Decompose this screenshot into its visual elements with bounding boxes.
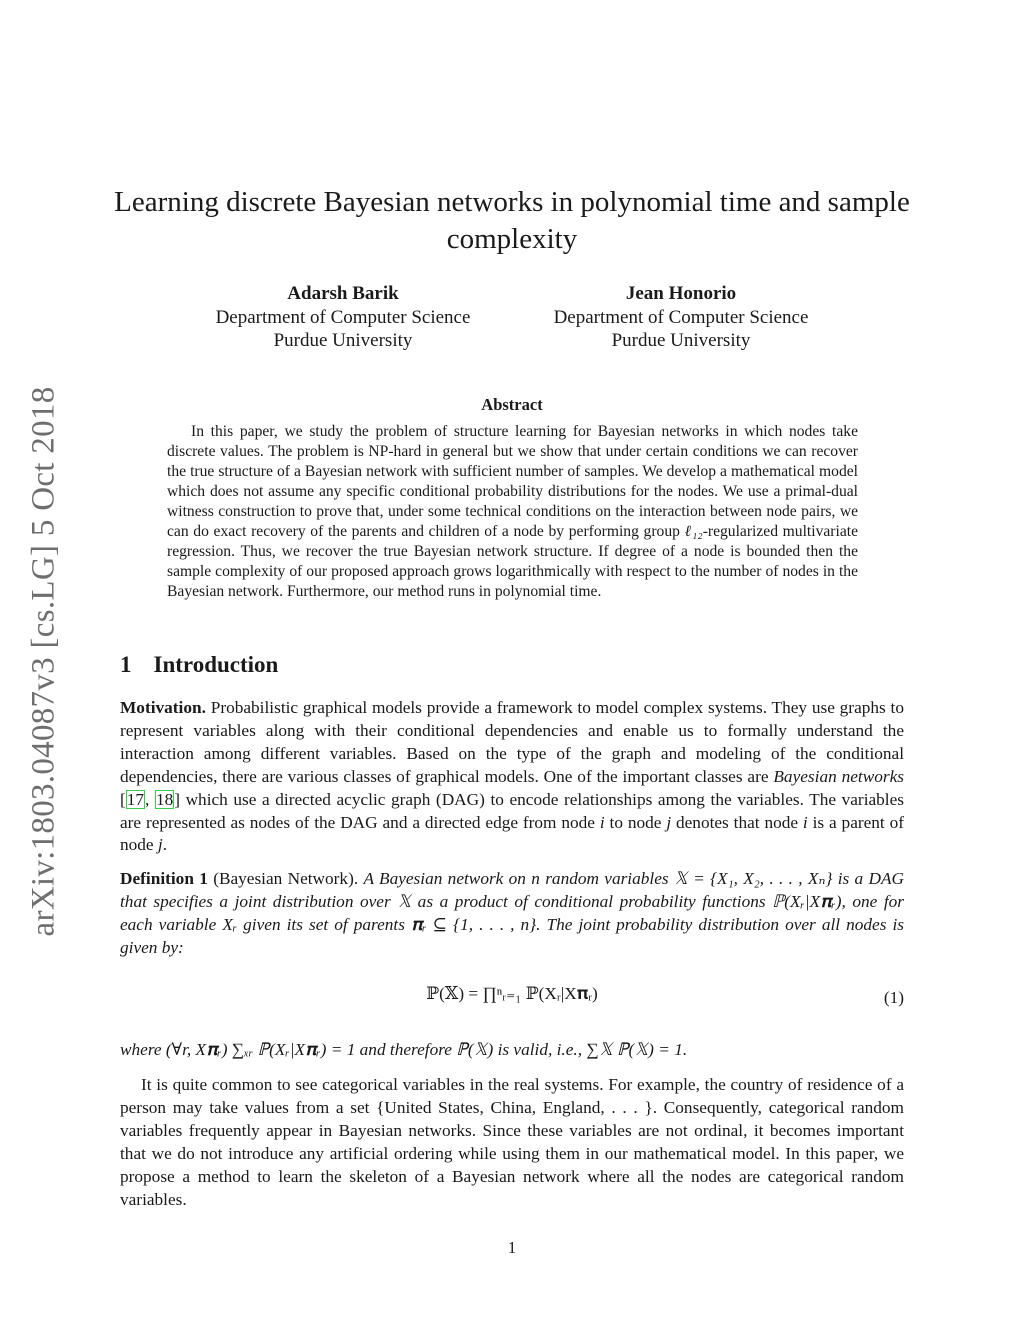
text-run: . The joint probability distribution over all nodes is given by: <box>120 914 905 957</box>
math-expr: ℙ(Xᵣ|X𝛑ᵣ) <box>772 891 842 911</box>
text-run: given its set of parents <box>237 914 411 934</box>
math-var: j <box>157 835 163 855</box>
abstract-heading: Abstract <box>481 395 543 414</box>
author-block-2 <box>516 282 846 353</box>
text-run: [ <box>120 789 126 809</box>
section-title: Introduction <box>153 652 279 677</box>
citation-link-17[interactable]: 17 <box>126 789 145 809</box>
text-run: denotes that node <box>671 812 803 832</box>
author-name: Jean Honorio <box>625 283 737 304</box>
citation-link-18[interactable]: 18 <box>155 789 174 809</box>
runin-heading: Motivation. <box>120 698 206 717</box>
text-run: is valid, i.e., <box>493 1040 587 1059</box>
math-expr: 𝕏 = {X₁, X₂, . . . , Xₙ} <box>673 869 833 888</box>
definition-block <box>120 868 904 960</box>
text-run: ] <box>174 789 180 809</box>
author-university: Purdue University <box>273 330 413 351</box>
math-var: j <box>666 812 672 832</box>
arxiv-identifier: arXiv:1803.04087v3 [cs.LG] 5 Oct 2018 <box>25 385 62 937</box>
text-run: A Bayesian network on n random variables <box>363 869 674 888</box>
text-run: , one for each variable <box>120 891 904 934</box>
equation-formula: ℙ(𝕏) = ∏ⁿᵣ₌₁ ℙ(Xᵣ|X𝛑ᵣ) <box>426 984 598 1003</box>
math-expr: ℙ(𝕏) <box>456 1040 494 1059</box>
page-number: 1 <box>507 1238 517 1257</box>
arxiv-sidebar <box>22 365 66 957</box>
math-var: i <box>599 812 605 832</box>
text-run: . <box>162 835 168 855</box>
paper-title: Learning discrete Bayesian networks in polynomial time and sample complexity <box>114 186 910 255</box>
text-run: is a DAG that specifies a joint distribution over <box>120 869 905 911</box>
math-expr: ∑𝕏 ℙ(𝕏) = 1 <box>586 1040 683 1059</box>
definition-where-line <box>120 1040 904 1060</box>
equation-1 <box>120 968 904 1032</box>
abstract-text-a: In this paper, we study the problem of structure learning for Bayesian networks in which nodes take discrete values. The problem is NP-hard in general but we show that under certain conditions we can recover the true structure of a Bayesian network with sufficient number of samples. We develop a mathematical model which does not assume any specific conditional probability distributions for the nodes. We use a primal-dual witness construction to prove that, under some technical conditions on the interaction between node pairs, we can do exact recovery of the parents and children of a node by performing group <box>167 423 858 540</box>
text-run: and therefore <box>355 1040 457 1059</box>
math-expr: Xᵣ <box>222 914 238 934</box>
math-expr: 𝕏 <box>397 891 412 911</box>
where-text <box>120 1040 687 1059</box>
term-emphasis: Bayesian networks <box>773 766 904 786</box>
author-name: Adarsh Barik <box>287 283 399 304</box>
text-run: Probabilistic graphical models provide a framework to model complex systems. They use graphs to represent variables along with their conditional dependencies and enable us to formally understand the interaction among different variables. Based on the type of the graph and modeling of the conditional dependencies, there are various classes of graphical models. One of the important classes are <box>120 698 904 786</box>
author-block-1 <box>178 282 508 353</box>
math-expr: 𝛑ᵣ ⊆ {1, . . . , n} <box>410 914 537 934</box>
abstract-text <box>167 422 858 602</box>
math-l12: ℓ₁₂ <box>684 523 703 540</box>
math-expr: (∀r, X𝛑ᵣ) ∑ₓᵣ ℙ(Xᵣ|X𝛑ᵣ) = 1 <box>165 1040 356 1059</box>
author-department: Department of Computer Science <box>215 306 471 328</box>
author-department: Department of Computer Science <box>553 306 809 328</box>
math-var: i <box>802 812 808 832</box>
motivation-paragraph <box>120 697 904 857</box>
text-run: . <box>682 1040 688 1059</box>
text-run: as a product of conditional probability functions <box>411 891 773 911</box>
definition-label: Definition 1 <box>120 869 208 888</box>
section-number: 1 <box>120 652 132 677</box>
categorical-paragraph: It is quite common to see categorical variables in the real systems. For example, the country of residence of a person may take values from a set {United States, China, England, . . . }. Consequently, categorical random variables frequently appear in Bayesian networks. Since these variables are not ordinal, it becomes important that we do not introduce any artificial ordering while using them in our mathematical model. In this paper, we propose a method to learn the skeleton of a Bayesian network where all the nodes are categorical random variables. <box>120 1075 904 1209</box>
text-run: which use a directed acyclic graph (DAG) to encode relationships among the variables. The variables are represented as nodes of the DAG and a directed edge from node <box>120 789 904 832</box>
abstract-text-b: -regularized multivariate regression. Thus, we recover the true Bayesian network structure. If degree of a node is bounded then the sample complexity of our proposed approach grows logarithmically with respect to the number of nodes in the Bayesian network. Furthermore, our method runs in polynomial time. <box>167 523 859 600</box>
author-university: Purdue University <box>611 330 751 351</box>
definition-name: (Bayesian Network). <box>207 869 364 888</box>
equation-number: (1) <box>883 988 904 1007</box>
text-run: where <box>120 1040 166 1059</box>
text-run: , <box>145 789 155 809</box>
text-run: to node <box>604 812 667 832</box>
section-heading <box>120 652 278 678</box>
text-run: is a parent of node <box>120 812 904 855</box>
